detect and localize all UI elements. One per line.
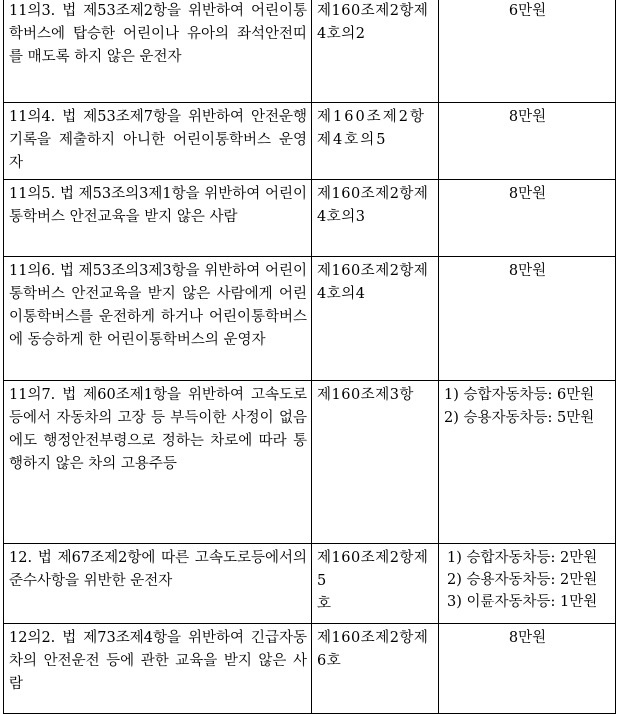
violation-description: 11의6. 법 제53조의3제3항을 위반하여 어린이통학버스 안전교육을 받지 않은 사람에게 어린이통학버스를 운전하게 하거나 어린이통학버스에 동승하게 한 어린이통학버스의 운영자 [4, 257, 312, 381]
legal-basis: 제160조제2항제 4호의4 [312, 257, 439, 381]
fine-amount [439, 180, 616, 257]
table-row [4, 544, 616, 624]
violation-description: 11의5. 법 제53조의3제1항을 위반하여 어린이통학버스 안전교육을 받지 않은 사람 [4, 180, 312, 257]
table-row [4, 257, 616, 381]
legal-basis: 제160조제2항제 6호 [312, 624, 439, 714]
fine-amount [439, 0, 616, 103]
table-row [4, 103, 616, 180]
legal-basis: 제160조제3항 [312, 381, 439, 544]
fine-value: 8만원 [508, 263, 547, 279]
table-row [4, 0, 616, 103]
fine-value: 8만원 [508, 630, 547, 646]
fine-amount [439, 257, 616, 381]
fine-value: 6만원 [508, 3, 547, 19]
table-row [4, 624, 616, 714]
fine-value: 8만원 [508, 109, 547, 125]
violation-description: 11의7. 법 제60조제1항을 위반하여 고속도로등에서 자동차의 고장 등 부득이한 사정이 없음에도 행정안전부령으로 정하는 차로에 따라 통행하지 않은 차의 고용주등 [4, 381, 312, 544]
table-row [4, 381, 616, 544]
fine-amount [439, 624, 616, 714]
legal-basis: 제160조제2항제5 호 [312, 544, 439, 624]
fine-value: 2) 승용자동차등: 5만원 [444, 410, 595, 426]
legal-basis: 제160조제2항 제4호의5 [312, 103, 439, 180]
fine-value: 8만원 [508, 186, 547, 202]
violation-description: 12. 법 제67조제2항에 따른 고속도로등에서의 준수사항을 위반한 운전자 [4, 544, 312, 624]
violation-description: 11의3. 법 제53조제2항을 위반하여 어린이통학버스에 탑승한 어린이나 유아의 좌석안전띠를 매도록 하지 않은 운전자 [4, 0, 312, 103]
fine-amount [439, 544, 616, 624]
legal-basis: 제160조제2항제 4호의3 [312, 180, 439, 257]
fine-amount [439, 103, 616, 180]
fine-value: 3) 이륜자동차등: 1만원 [447, 594, 598, 610]
fine-value: 2) 승용자동차등: 2만원 [447, 572, 598, 588]
violation-description: 11의4. 법 제53조제7항을 위반하여 안전운행기록을 제출하지 아니한 어린이통학버스 운영자 [4, 103, 312, 180]
table-row [4, 180, 616, 257]
fine-amount [439, 381, 616, 544]
fine-value: 1) 승합자동차등: 2만원 [447, 550, 598, 566]
legal-basis: 제160조제2항제 4호의2 [312, 0, 439, 103]
fine-table [3, 0, 616, 714]
violation-description: 12의2. 법 제73조제4항을 위반하여 긴급자동차의 안전운전 등에 관한 교육을 받지 않은 사람 [4, 624, 312, 714]
fine-value: 1) 승합자동차등: 6만원 [444, 387, 595, 403]
